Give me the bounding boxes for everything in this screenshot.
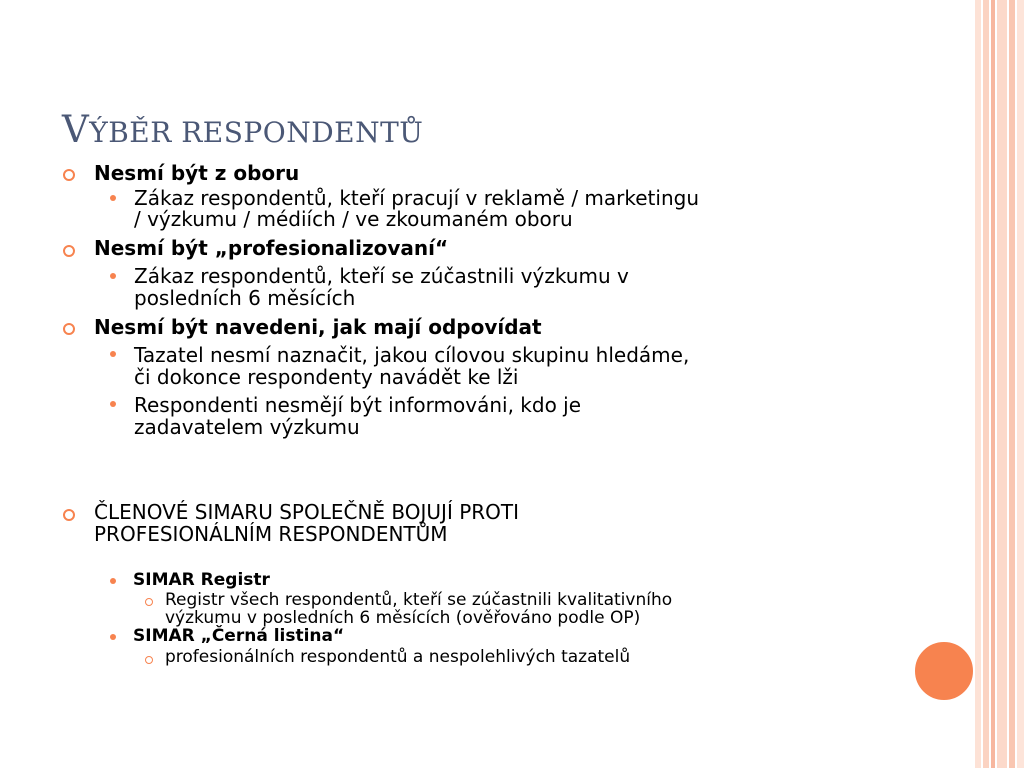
- slide-title: VÝBĚR RESPONDENTŮ: [62, 108, 424, 151]
- section-heading: Nesmí být „profesionalizovaní“: [94, 236, 449, 260]
- dot-bullet-icon: [110, 351, 116, 357]
- list-item-text: / výzkumu / médiích / ve zkoumaném oboru: [134, 207, 573, 231]
- decor-stripe: [1017, 0, 1024, 768]
- list-item-text: Zákaz respondentů, kteří se zúčastnili výzkumu v: [134, 264, 629, 288]
- dot-bullet-icon: [110, 273, 116, 279]
- ring-bullet-icon: [145, 656, 153, 664]
- dot-bullet-icon: [110, 195, 116, 201]
- ring-bullet-icon: [63, 323, 75, 335]
- sub-item-label: SIMAR Registr: [133, 570, 270, 590]
- dot-bullet-icon: [110, 634, 116, 640]
- list-item-text: Zákaz respondentů, kteří pracují v reklamě / marketingu: [134, 186, 699, 210]
- list-item-text: zadavatelem výzkumu: [134, 415, 360, 439]
- decor-stripe: [975, 0, 981, 768]
- list-item-text: či dokonce respondenty navádět ke lži: [134, 365, 519, 389]
- decor-stripe: [1009, 0, 1015, 768]
- ring-bullet-icon: [145, 598, 153, 606]
- decor-stripe: [991, 0, 995, 768]
- list-item-text: posledních 6 měsících: [134, 286, 356, 310]
- ring-bullet-icon: [63, 509, 75, 521]
- ring-bullet-icon: [63, 169, 75, 181]
- decor-stripe: [997, 0, 1007, 768]
- sub-item-detail: profesionálních respondentů a nespolehlivých tazatelů: [165, 647, 631, 667]
- dot-bullet-icon: [110, 401, 116, 407]
- sub-item-label: SIMAR „Černá listina“: [133, 626, 345, 646]
- list-item-text: Respondenti nesmějí být informováni, kdo je: [134, 393, 582, 417]
- dot-bullet-icon: [110, 578, 116, 584]
- section-heading: Nesmí být navedeni, jak mají odpovídat: [94, 315, 542, 339]
- section-heading: ČLENOVÉ SIMARU SPOLEČNĚ BOJUJÍ PROTI: [94, 500, 520, 524]
- ring-bullet-icon: [63, 245, 75, 257]
- decor-circle: [913, 640, 975, 702]
- sub-item-detail: výzkumu v posledních 6 měsících (ověřováno podle OP): [165, 608, 641, 628]
- section-heading: Nesmí být z oboru: [94, 161, 300, 185]
- section-heading: PROFESIONÁLNÍM RESPONDENTŮM: [94, 522, 448, 546]
- sub-item-detail: Registr všech respondentů, kteří se zúčastnili kvalitativního: [165, 590, 673, 610]
- list-item-text: Tazatel nesmí naznačit, jakou cílovou skupinu hledáme,: [134, 343, 690, 367]
- decor-stripe: [983, 0, 989, 768]
